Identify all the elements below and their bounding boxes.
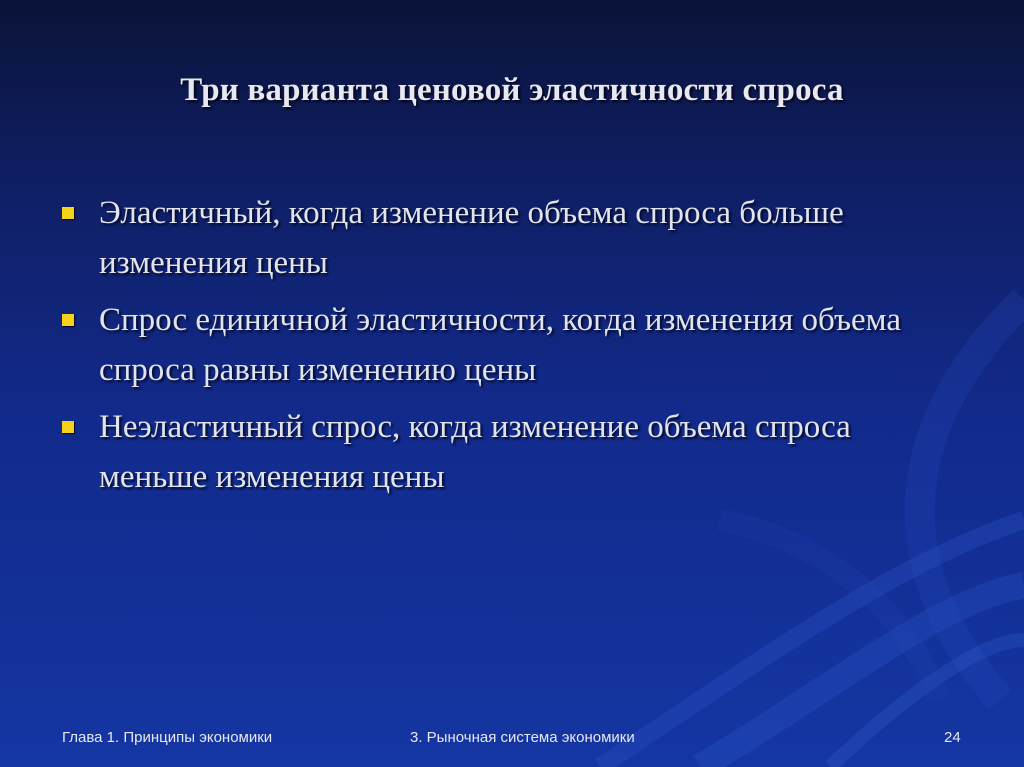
square-bullet-icon bbox=[62, 207, 74, 219]
bullet-item-inelastic bbox=[62, 402, 962, 502]
footer-section: 3. Рыночная система экономики bbox=[410, 729, 635, 746]
bullet-item-elastic bbox=[62, 188, 962, 288]
square-bullet-icon bbox=[62, 421, 74, 433]
bullet-text: Эластичный, когда изменение объема спроса больше изменения цены bbox=[99, 195, 844, 281]
bullet-text: Неэластичный спрос, когда изменение объема спроса меньше изменения цены bbox=[99, 409, 851, 495]
bullet-item-unit-elastic bbox=[62, 295, 962, 395]
slide-title: Три варианта ценовой эластичности спроса bbox=[180, 72, 844, 108]
bullet-text: Спрос единичной эластичности, когда изменения объема спроса равны изменению цены bbox=[99, 302, 901, 388]
page-number: 24 bbox=[944, 729, 961, 746]
square-bullet-icon bbox=[62, 314, 74, 326]
footer-chapter: Глава 1. Принципы экономики bbox=[62, 729, 273, 746]
bullet-list bbox=[62, 188, 962, 509]
